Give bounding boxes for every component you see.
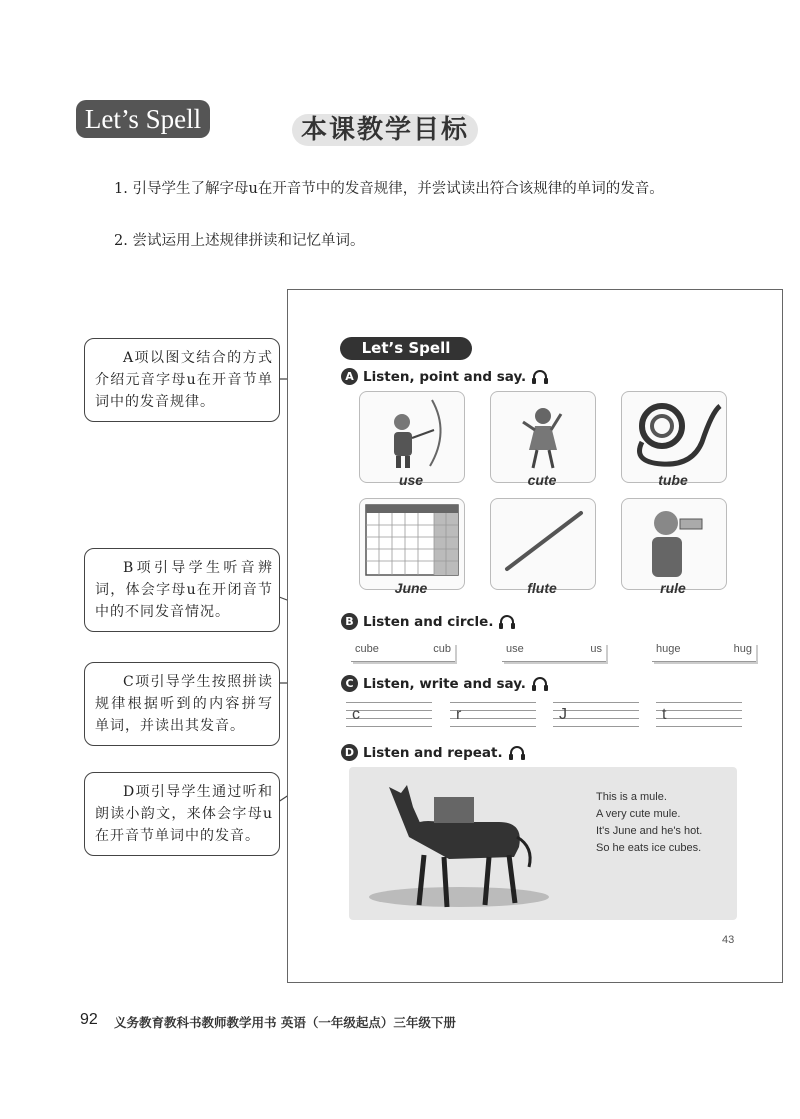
hose-tube-icon — [622, 392, 726, 482]
objective-1: 1. 引导学生了解字母u在开音节中的发音规律，并尝试读出符合该规律的单词的发音。 — [114, 181, 664, 197]
headphones-icon — [498, 614, 516, 630]
calendar-icon — [360, 499, 464, 589]
picture-card-cute — [490, 391, 596, 483]
section-a-title: Listen, point and say. — [363, 368, 527, 385]
pair-word: use — [506, 643, 524, 655]
callout-b: B项引导学生听音辨词，体会字母u在开闭音节中的不同发音情况。 — [84, 548, 280, 632]
write-hint: J — [559, 706, 567, 723]
callout-d: D项引导学生通过听和朗读小韵文，来体会字母u在开音节单词中的发音。 — [84, 772, 280, 856]
man-with-ruler-icon — [622, 499, 726, 589]
story-line: So he eats ice cubes. — [596, 842, 702, 854]
section-d-title: Listen and repeat. — [363, 744, 503, 761]
footer-text: 义务教育教科书教师教学用书 英语（一年级起点）三年级下册 — [114, 1015, 456, 1030]
write-hint: c — [352, 706, 360, 723]
word-label: use — [398, 472, 424, 488]
pair-word: us — [590, 643, 602, 655]
story-line: This is a mule. — [596, 791, 667, 803]
write-box — [450, 700, 536, 730]
section-b-title: Listen and circle. — [363, 613, 494, 630]
write-hint: t — [662, 706, 667, 723]
story-line: It's June and he's hot. — [596, 825, 703, 837]
write-box — [346, 700, 432, 730]
objective-2: 2. 尝试运用上述规律拼读和记忆单词。 — [114, 233, 365, 249]
section-d-heading — [341, 744, 526, 761]
circle-pair — [502, 643, 606, 662]
section-c-title: Listen, write and say. — [363, 675, 526, 692]
callout-a: A项以图文结合的方式介绍元音字母u在开音节单词中的发音规律。 — [84, 338, 280, 422]
picture-card-use — [359, 391, 465, 483]
pair-word: hug — [733, 643, 752, 655]
word-label: cute — [527, 472, 557, 488]
story-line: A very cute mule. — [596, 808, 681, 820]
pair-word: huge — [656, 643, 681, 655]
section-d-letter: D — [341, 744, 358, 761]
picture-card-rule — [621, 498, 727, 590]
word-label: flute — [527, 580, 557, 596]
picture-card-flute — [490, 498, 596, 590]
word-label: June — [394, 580, 428, 596]
section-b-letter: B — [341, 613, 358, 630]
dancing-girl-icon — [491, 392, 595, 482]
flute-icon — [491, 499, 595, 589]
section-c-letter: C — [341, 675, 358, 692]
goal-title: 本课教学目标 — [300, 112, 470, 148]
section-c-heading — [341, 675, 549, 692]
book-banner: Let’s Spell — [340, 337, 472, 360]
headphones-icon — [508, 745, 526, 761]
book-page-number: 43 — [722, 934, 735, 946]
section-badge: Let’s Spell — [76, 100, 210, 138]
circle-pair — [351, 643, 455, 662]
section-a-heading — [341, 368, 549, 385]
headphones-icon — [531, 676, 549, 692]
write-hint: r — [456, 706, 462, 723]
picture-card-tube — [621, 391, 727, 483]
pair-word: cub — [433, 643, 451, 655]
boy-with-bow-icon — [360, 392, 464, 482]
circle-pair — [652, 643, 756, 662]
section-a-letter: A — [341, 368, 358, 385]
section-b-heading — [341, 613, 516, 630]
word-label: rule — [660, 580, 686, 596]
pair-word: cube — [355, 643, 379, 655]
story-text — [596, 789, 702, 857]
picture-card-june — [359, 498, 465, 590]
headphones-icon — [531, 369, 549, 385]
write-box — [656, 700, 742, 730]
footer-page-number: 92 — [80, 1011, 98, 1028]
callout-c: C项引导学生按照拼读规律根据听到的内容拼写单词，并读出其发音。 — [84, 662, 280, 746]
write-box — [553, 700, 639, 730]
word-label: tube — [658, 472, 688, 488]
